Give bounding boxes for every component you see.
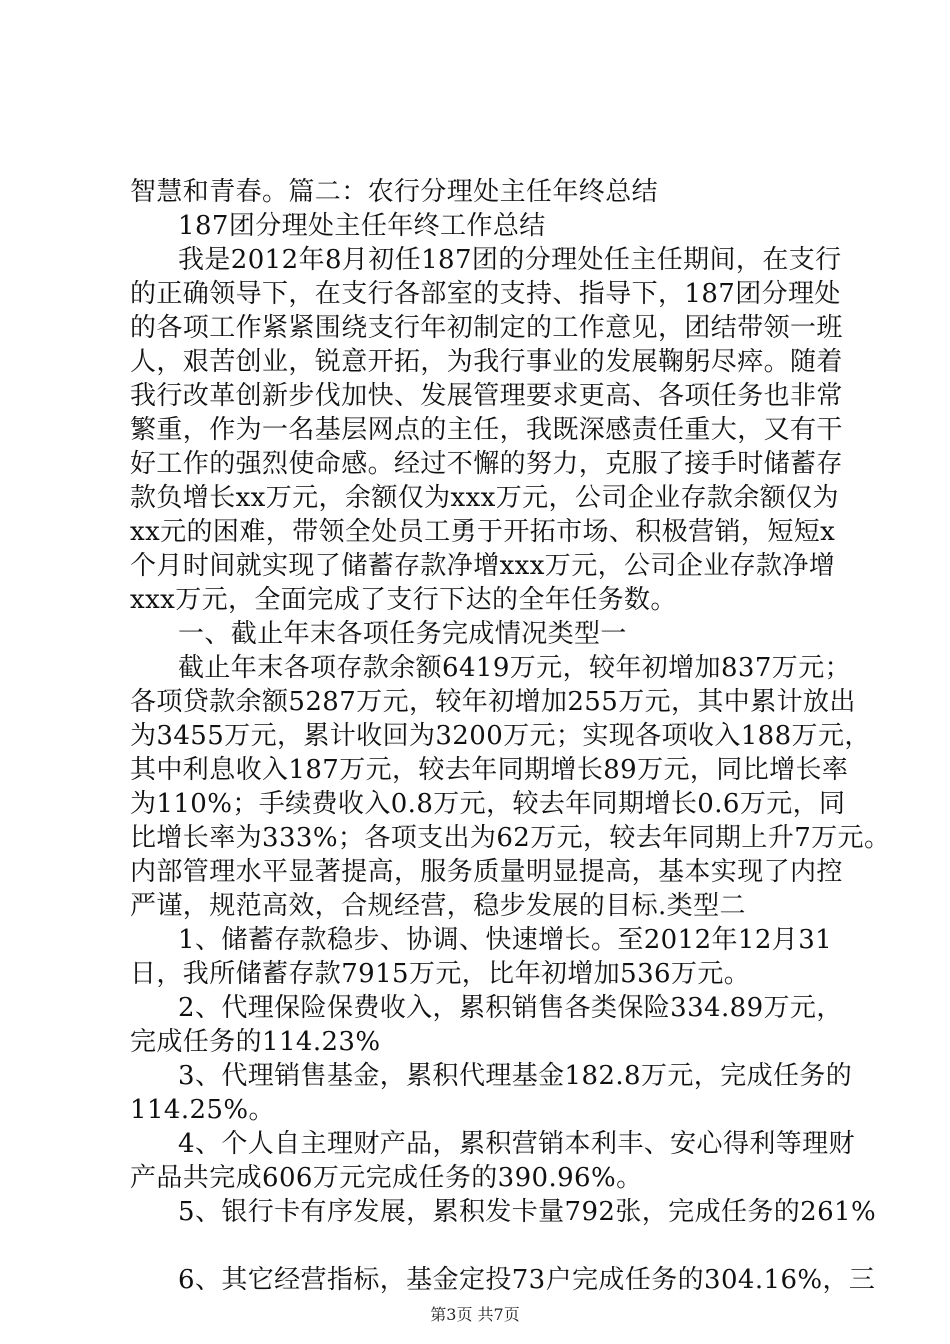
- text-line: 为110%；手续费收入0.8万元，较去年同期增长0.6万元，同: [130, 789, 846, 819]
- list-item-text: 3、代理销售基金，累积代理基金182.8万元，完成任务的: [178, 1061, 853, 1091]
- text-line: 好工作的强烈使命感。经过不懈的努力，克服了接手时储蓄存: [130, 449, 843, 479]
- list-item-text: 1、储蓄存款稳步、协调、快速增长。至2012年12月31: [178, 925, 833, 955]
- text-line: xxx万元，全面完成了支行下达的全年任务数。: [130, 585, 677, 615]
- list-item-text: 5、银行卡有序发展，累积发卡量792张，完成任务的261%: [178, 1197, 877, 1227]
- text-line: 各项贷款余额5287万元，较年初增加255万元，其中累计放出: [130, 687, 856, 717]
- text-line: 款负增长xx万元，余额仅为xxx万元，公司企业存款余额仅为: [130, 483, 839, 513]
- text-line: 严谨，规范高效，合规经营，稳步发展的目标.类型二: [130, 891, 746, 921]
- list-item-text: 完成任务的114.23%: [130, 1027, 381, 1057]
- text-line: 我行改革创新步伐加快、发展管理要求更高、各项任务也非常: [130, 381, 843, 411]
- text-line: 个月时间就实现了储蓄存款净增xxx万元，公司企业存款净增: [130, 551, 836, 581]
- page-footer: 第3页 共7页: [430, 1305, 520, 1324]
- list-item-text: 4、个人自主理财产品，累积营销本利丰、安心得利等理财: [178, 1129, 855, 1159]
- text-line: 比增长率为333%；各项支出为62万元，较去年同期上升7万元。: [130, 823, 891, 853]
- text-line: 繁重，作为一名基层网点的主任，我既深感责任重大，又有干: [130, 415, 843, 445]
- text-line: 截止年末各项存款余额6419万元，较年初增加837万元；: [178, 653, 851, 683]
- text-line: 为3455万元，累计收回为3200万元；实现各项收入188万元，: [130, 721, 871, 751]
- list-item-text: 日，我所储蓄存款7915万元，比年初增加536万元。: [130, 959, 751, 989]
- list-item-text: 产品共完成606万元完成任务的390.96%。: [130, 1163, 643, 1193]
- text-line: 我是2012年8月初任187团的分理处任主任期间，在支行: [178, 245, 842, 275]
- text-line: xx元的困难，带领全处员工勇于开拓市场、积极营销，短短x: [130, 517, 836, 547]
- list-item-text: 2、代理保险保费收入，累积销售各类保险334.89万元，: [178, 993, 843, 1023]
- text-line: 智慧和青春。篇二：农行分理处主任年终总结: [130, 177, 659, 207]
- text-line: 的各项工作紧紧围绕支行年初制定的工作意见，团结带领一班: [130, 313, 843, 343]
- section-heading: 一、截止年末各项任务完成情况类型一: [178, 619, 627, 649]
- section-title: 187团分理处主任年终工作总结: [178, 211, 546, 241]
- text-line: 人，艰苦创业，锐意开拓，为我行事业的发展鞠躬尽瘁。随着: [130, 347, 843, 377]
- list-item-text: 6、其它经营指标，基金定投73户完成任务的304.16%，三: [178, 1265, 876, 1295]
- list-item-text: 114.25%。: [130, 1095, 275, 1125]
- text-line: 其中利息收入187万元，较去年同期增长89万元，同比增长率: [130, 755, 849, 785]
- text-line: 的正确领导下，在支行各部室的支持、指导下，187团分理处: [130, 279, 841, 309]
- text-line: 内部管理水平显著提高，服务质量明显提高，基本实现了内控: [130, 857, 843, 887]
